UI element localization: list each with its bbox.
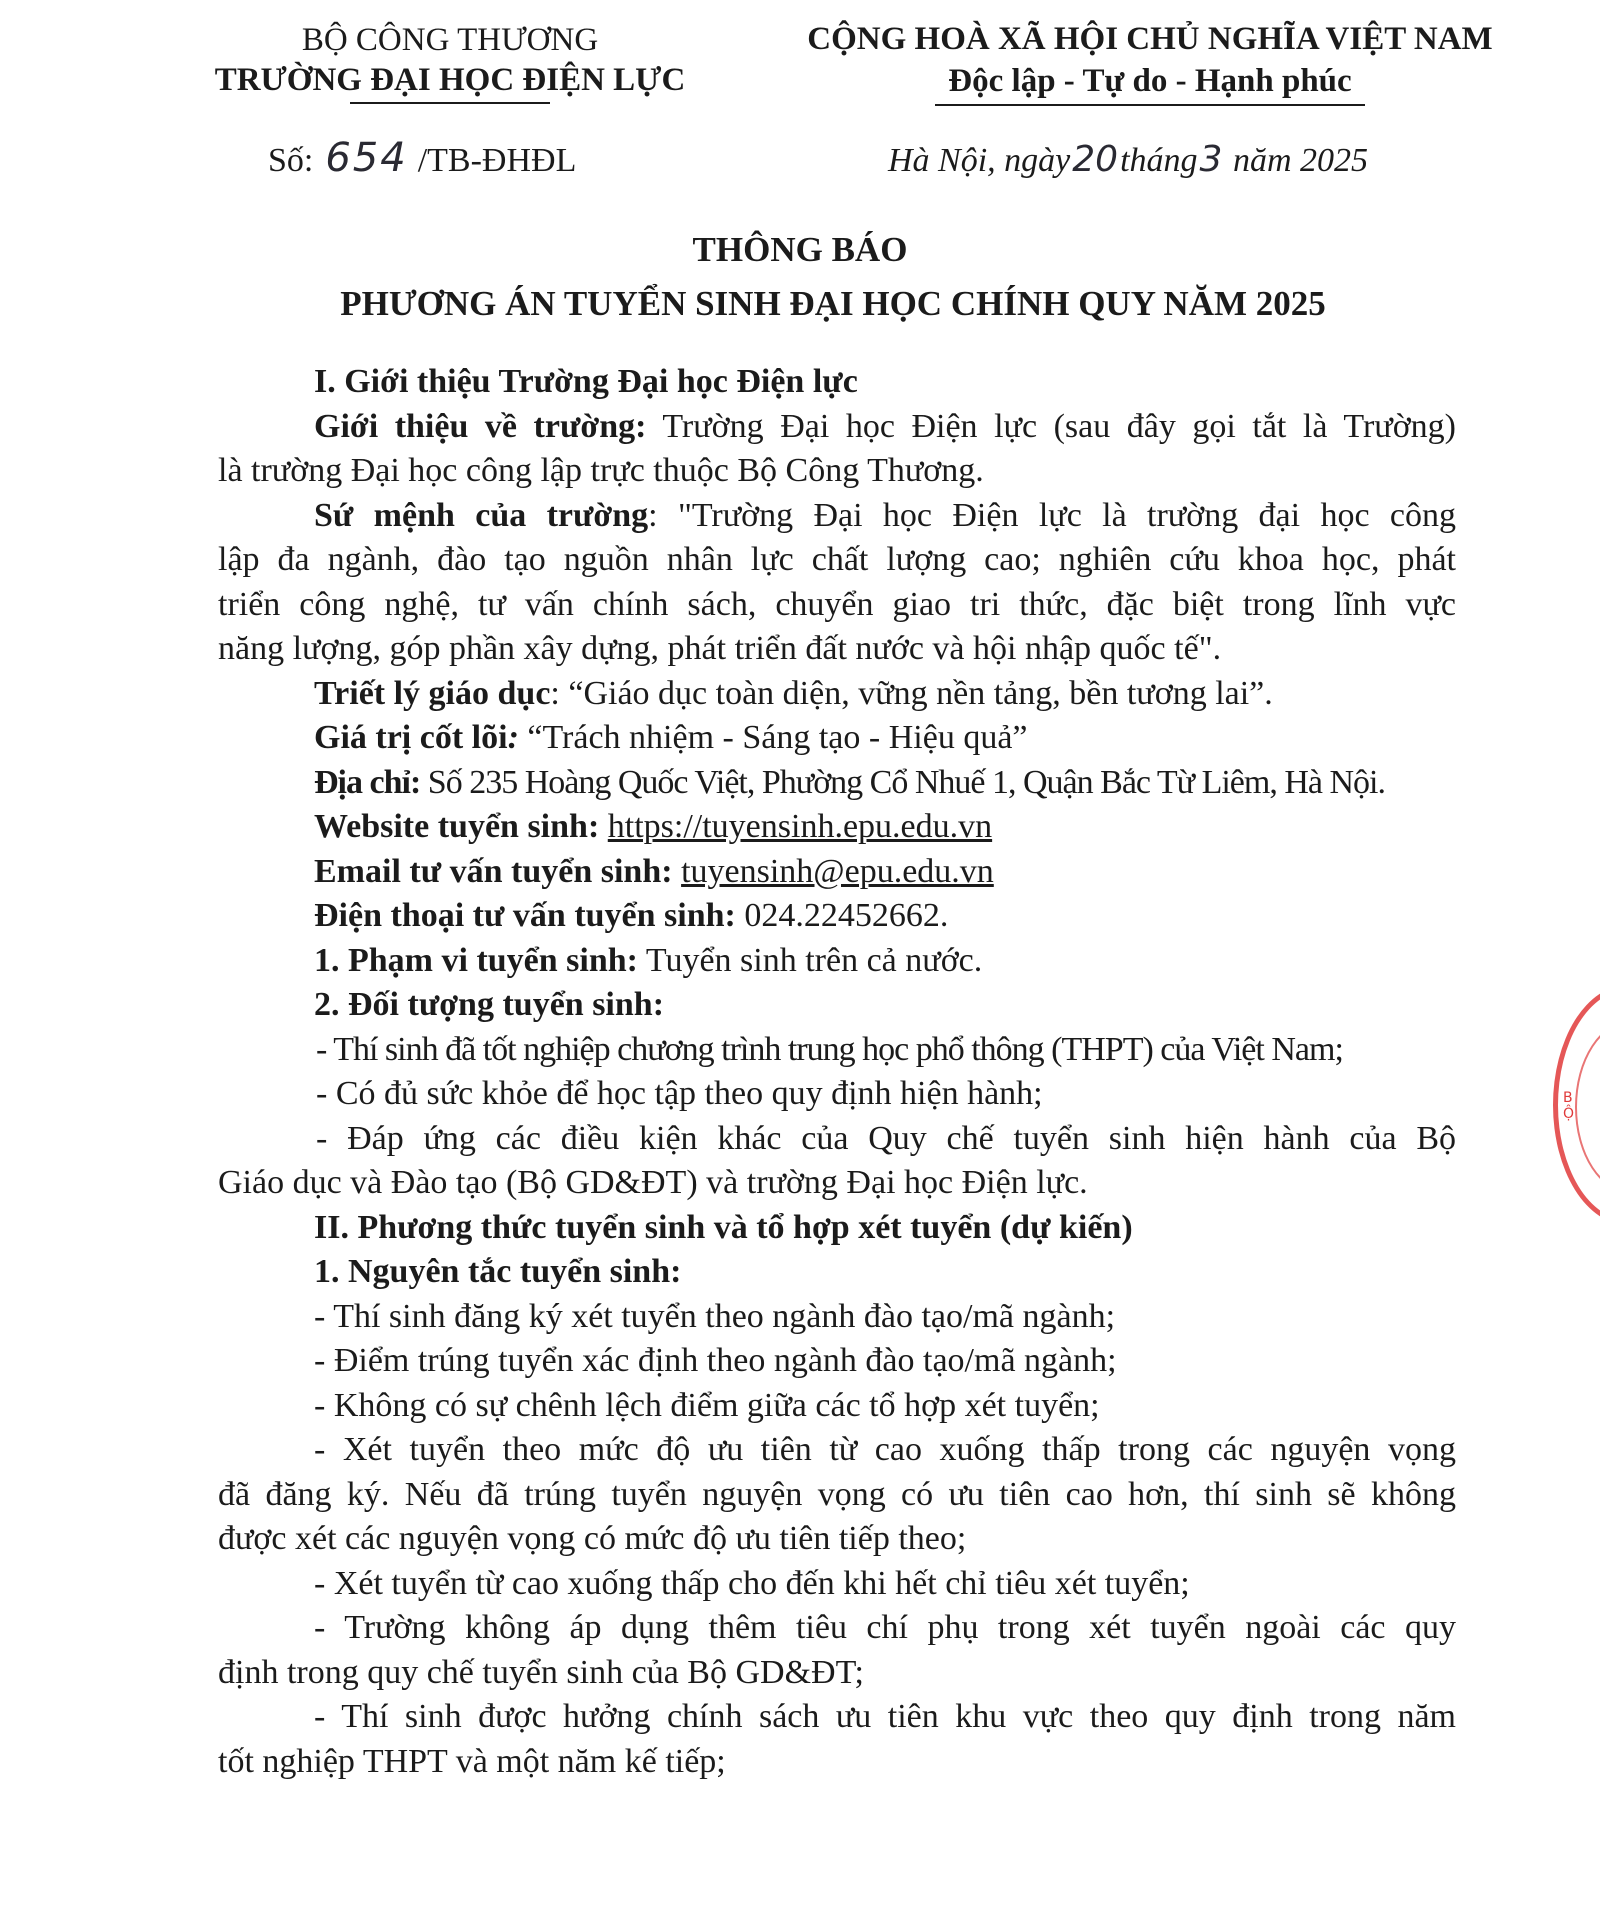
principle-3: - Không có sự chênh lệch điểm giữa các tổ hợp xét tuyển; — [314, 1386, 1100, 1424]
section-2-heading: II. Phương thức tuyển sinh và tổ hợp xét tuyển (dự kiến) — [314, 1208, 1133, 1246]
target-heading: 2. Đối tượng tuyển sinh: — [314, 986, 665, 1023]
philosophy-text: : “Giáo dục toàn diện, vững nền tảng, bền tương lai”. — [550, 674, 1273, 712]
school-name: TRƯỜNG ĐẠI HỌC ĐIỆN LỰC — [214, 62, 686, 98]
address-label: Địa chỉ: — [314, 763, 421, 801]
target-item-3: - Đáp ứng các điều kiện khác của Quy chế tuyển sinh hiện hành của Bộ — [316, 1119, 1456, 1157]
official-stamp-text: BỘ — [1563, 1090, 1575, 1122]
mission-line-4: năng lượng, góp phần xây dựng, phát triển đất nước và hội nhập quốc tế". — [218, 630, 1222, 667]
core-values-line — [218, 716, 1456, 761]
document-number — [268, 133, 576, 183]
principle-heading: 1. Nguyên tắc tuyển sinh: — [314, 1253, 682, 1290]
principle-6-line-2: định trong quy chế tuyển sinh của Bộ GD&ĐT; — [218, 1653, 864, 1691]
intro-text-1: Trường Đại học Điện lực (sau đây gọi tắt là Trường) — [646, 407, 1457, 445]
mission-line-2: lập đa ngành, đào tạo nguồn nhân lực chất lượng cao; nghiên cứu khoa học, phát — [218, 541, 1456, 578]
scope-text: Tuyển sinh trên cả nước. — [638, 941, 983, 979]
philosophy-line — [218, 672, 1456, 717]
intro-label: Giới thiệu về trường: — [314, 407, 647, 445]
date-month-handwritten: 3 — [1199, 139, 1223, 180]
core-values-colon: : — [507, 719, 519, 756]
website-link[interactable]: https://tuyensinh.epu.edu.vn — [607, 808, 993, 845]
philosophy-label: Triết lý giáo dục — [314, 674, 551, 712]
target-item-2: - Có đủ sức khỏe để học tập theo quy định hiện hành; — [316, 1075, 1043, 1112]
intro-line-1 — [218, 405, 1456, 450]
mission-text-1: : "Trường Đại học Điện lực là trường đại học công — [648, 496, 1456, 534]
mission-line-3: triển công nghệ, tư vấn chính sách, chuyển giao tri thức, đặc biệt trong lĩnh vực — [218, 585, 1456, 623]
date-day-handwritten: 20 — [1072, 139, 1119, 180]
mission-line-1 — [218, 494, 1456, 539]
email-label: Email tư vấn tuyển sinh: — [314, 852, 673, 890]
intro-line-2: là trường Đại học công lập trực thuộc Bộ Công Thương. — [218, 452, 984, 489]
doc-number-suffix: /TB-ĐHĐL — [417, 142, 577, 179]
ministry-name: BỘ CÔNG THƯƠNG — [301, 22, 599, 58]
date-line — [888, 137, 1368, 183]
website-label: Website tuyển sinh: — [314, 808, 600, 845]
date-month-label: tháng — [1120, 142, 1198, 179]
country-name: CỘNG HOÀ XÃ HỘI CHỦ NGHĨA VIỆT NAM — [807, 21, 1493, 57]
national-motto: Độc lập - Tự do - Hạnh phúc — [948, 63, 1352, 99]
document-body — [218, 360, 1456, 1784]
principle-1: - Thí sinh đăng ký xét tuyển theo ngành đào tạo/mã ngành; — [314, 1297, 1116, 1335]
date-year: năm 2025 — [1232, 142, 1369, 179]
document-subtitle: PHƯƠNG ÁN TUYỂN SINH ĐẠI HỌC CHÍNH QUY NĂM 2025 — [340, 284, 1326, 323]
principle-5: - Xét tuyển từ cao xuống thấp cho đến khi hết chỉ tiêu xét tuyển; — [314, 1564, 1190, 1602]
email-link[interactable]: tuyensinh@epu.edu.vn — [681, 852, 994, 890]
address-line — [218, 761, 1456, 806]
school-underline — [350, 102, 550, 104]
mission-label: Sứ mệnh của trường — [314, 496, 649, 534]
principle-7-line-1: - Thí sinh được hưởng chính sách ưu tiên khu vực theo quy định trong năm — [314, 1698, 1456, 1735]
scope-line — [218, 939, 1456, 984]
issuing-organization — [200, 20, 700, 104]
website-line — [218, 805, 1456, 850]
doc-number-prefix: Số: — [268, 142, 314, 179]
target-item-1: - Thí sinh đã tốt nghiệp chương trình trung học phổ thông (THPT) của Việt Nam; — [316, 1030, 1343, 1068]
principle-4-line-2: đã đăng ký. Nếu đã trúng tuyển nguyện vọng có ưu tiên cao hơn, thí sinh sẽ không — [218, 1475, 1456, 1513]
phone-label: Điện thoại tư vấn tuyển sinh: — [314, 897, 736, 934]
phone-line — [218, 894, 1456, 939]
principle-4-line-3: được xét các nguyện vọng có mức độ ưu tiên tiếp theo; — [218, 1520, 967, 1557]
principle-4-line-1: - Xét tuyển theo mức độ ưu tiên từ cao xuống thấp trong các nguyện vọng — [314, 1431, 1456, 1468]
phone-text: 024.22452662. — [735, 897, 949, 934]
target-item-3-cont: Giáo dục và Đào tạo (Bộ GD&ĐT) và trường Đại học Điện lực. — [218, 1164, 1088, 1201]
document-title: THÔNG BÁO — [692, 230, 908, 269]
motto-underline — [935, 104, 1365, 106]
email-line — [218, 850, 1456, 895]
principle-2: - Điểm trúng tuyển xác định theo ngành đào tạo/mã ngành; — [314, 1342, 1117, 1379]
core-values-label: Giá trị cốt lõi — [314, 719, 508, 756]
doc-number-handwritten: 654 — [325, 135, 408, 181]
principle-7-line-2: tốt nghiệp THPT và một năm kế tiếp; — [218, 1742, 726, 1780]
scope-label: 1. Phạm vi tuyển sinh: — [314, 941, 638, 979]
section-1-heading: I. Giới thiệu Trường Đại học Điện lực — [314, 363, 858, 400]
principle-6-line-1: - Trường không áp dụng thêm tiêu chí phụ trong xét tuyển ngoài các quy — [314, 1609, 1456, 1646]
address-text: Số 235 Hoàng Quốc Việt, Phường Cổ Nhuế 1, Quận Bắc Từ Liêm, Hà Nội. — [420, 763, 1385, 801]
date-place-prefix: Hà Nội, ngày — [888, 142, 1071, 179]
core-values-text: “Trách nhiệm - Sáng tạo - Hiệu quả” — [518, 719, 1028, 756]
national-heading — [770, 18, 1530, 106]
